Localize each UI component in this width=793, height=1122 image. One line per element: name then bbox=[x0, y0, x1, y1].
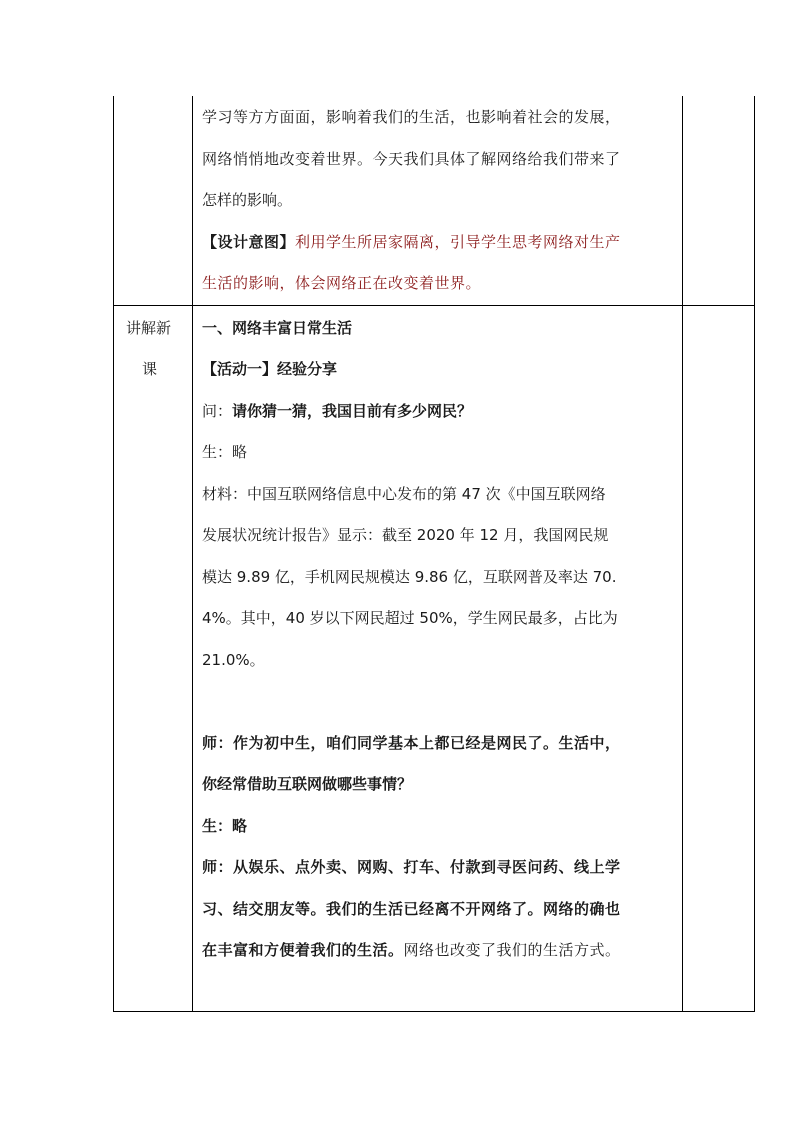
design-intent-line: 生活的影响，体会网络正在改变着世界。 bbox=[202, 274, 482, 292]
question-prefix: 问： bbox=[202, 402, 233, 420]
section-label: 课 bbox=[142, 360, 158, 378]
table-column-divider bbox=[192, 96, 193, 1012]
question-text: 请你猜一猜，我国目前有多少网民？ bbox=[232, 402, 473, 420]
activity-title: 【活动一】经验分享 bbox=[202, 360, 338, 378]
teacher-question-line: 师：作为初中生，咱们同学基本上都已经是网民了。生活中， bbox=[202, 734, 621, 752]
section-label: 讲解新 bbox=[126, 319, 172, 337]
teacher-answer-line: 习、结交朋友等。我们的生活已经离不开网络了。网络的确也 bbox=[202, 900, 621, 918]
question-line bbox=[202, 401, 472, 421]
material-line: 材料：中国互联网络信息中心发布的第 47 次《中国互联网络 bbox=[202, 485, 606, 503]
material-line: 发展状况统计报告》显示：截至 2020 年 12 月，我国网民规 bbox=[202, 526, 609, 544]
student-answer: 生：略 bbox=[202, 443, 248, 461]
material-line: 模达 9.89 亿，手机网民规模达 9.86 亿，互联网普及率达 70. bbox=[202, 568, 617, 586]
teacher-question-line: 你经常借助互联网做哪些事情？ bbox=[202, 775, 413, 793]
table-border-bottom bbox=[113, 1011, 755, 1012]
section-heading: 一、网络丰富日常生活 bbox=[202, 319, 353, 337]
table-border-left bbox=[113, 96, 114, 1012]
design-intent-tag: 【设计意图】 bbox=[202, 233, 296, 251]
intro-line: 学习等方方面面，影响着我们的生活，也影响着社会的发展， bbox=[202, 108, 621, 126]
teacher-answer-line: 师：从娱乐、点外卖、网购、打车、付款到寻医问药、线上学 bbox=[202, 858, 621, 876]
teacher-answer-line bbox=[202, 940, 621, 960]
design-intent-line bbox=[202, 232, 621, 252]
teacher-answer-normal: 网络也改变了我们的生活方式。 bbox=[403, 941, 621, 959]
teacher-answer-bold: 在丰富和方便着我们的生活。 bbox=[202, 941, 404, 959]
table-border-right bbox=[754, 96, 755, 1012]
student-answer: 生：略 bbox=[202, 817, 248, 835]
material-line: 4%。其中，40 岁以下网民超过 50%，学生网民最多，占比为 bbox=[202, 609, 618, 627]
intro-line: 怎样的影响。 bbox=[202, 191, 293, 209]
intro-line: 网络悄悄地改变着世界。今天我们具体了解网络给我们带来了 bbox=[202, 150, 621, 168]
material-line: 21.0%。 bbox=[202, 651, 265, 669]
table-row-divider bbox=[113, 305, 755, 306]
table-column-divider bbox=[682, 96, 683, 1012]
design-intent-text: 利用学生所居家隔离，引导学生思考网络对生产 bbox=[295, 233, 621, 251]
